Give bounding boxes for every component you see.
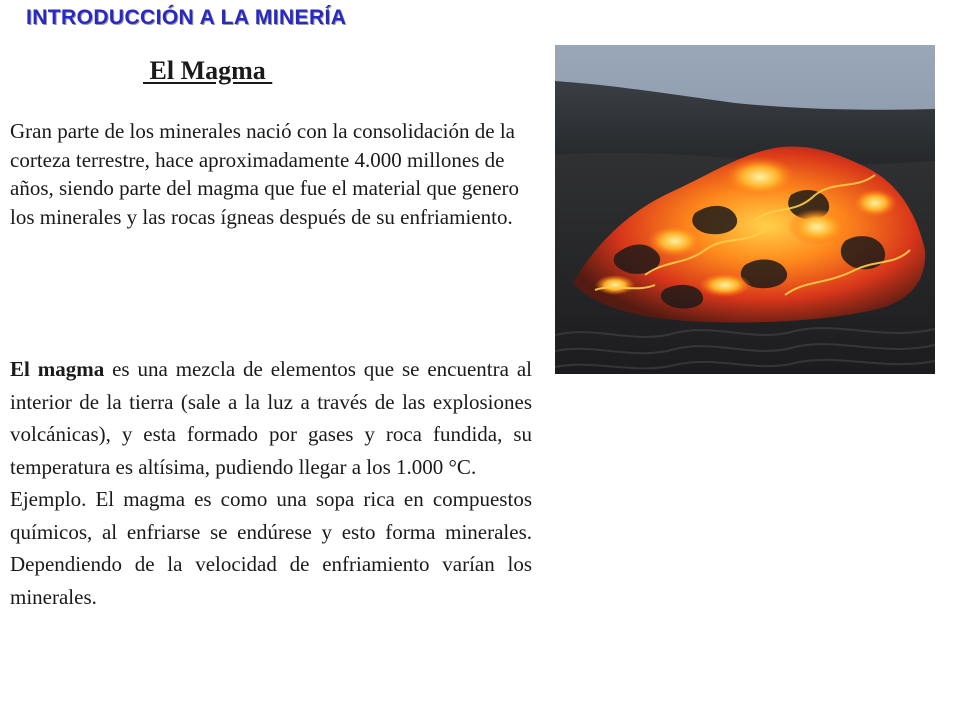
body-text-block	[10, 353, 532, 613]
lava-flow-illustration	[555, 45, 935, 374]
magma-definition-paragraph	[10, 353, 532, 483]
magma-definition-text: es una mezcla de elementos que se encuentra al interior de la tierra (sale a la luz a través de las explosiones volcánicas), y esta formado por gases y roca fundida, su temperatura es altísima, pudiendo llegar a los 1.000 °C.	[10, 357, 532, 479]
slide-header-title: INTRODUCCIÓN A LA MINERÍA	[26, 6, 347, 29]
lava-flow-photo	[555, 45, 935, 374]
magma-term: El magma	[10, 357, 105, 381]
example-paragraph: Ejemplo. El magma es como una sopa rica en compuestos químicos, al enfriarse se endúrese y esto forma minerales. Dependiendo de la velocidad de enfriamiento varían los minerales.	[10, 487, 532, 609]
section-title: El Magma	[143, 56, 273, 85]
intro-paragraph: Gran parte de los minerales nació con la consolidación de la corteza terrestre, hace aproximadamente 4.000 millones de años, siendo parte del magma que fue el material que genero los minerales y las rocas ígneas después de su enfriamiento.	[10, 119, 520, 229]
